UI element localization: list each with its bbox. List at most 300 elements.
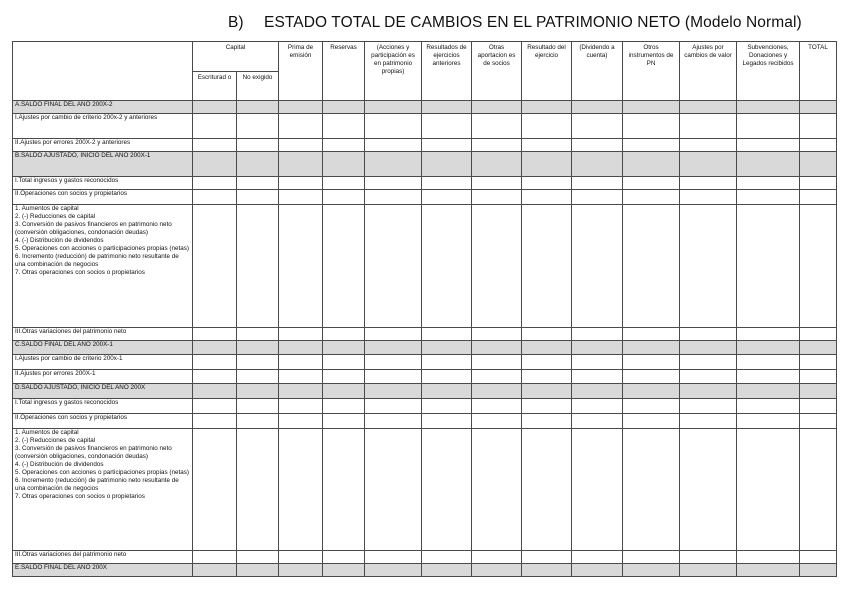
value-cell bbox=[522, 399, 572, 414]
value-cell bbox=[365, 355, 422, 370]
table-row bbox=[13, 139, 837, 152]
row-label-line: 1. Aumentos de capital bbox=[15, 429, 79, 436]
value-cell bbox=[737, 355, 800, 370]
value-cell bbox=[365, 101, 422, 114]
value-cell bbox=[623, 551, 680, 564]
value-cell bbox=[800, 114, 837, 139]
header-capital: Capital bbox=[193, 42, 279, 72]
value-cell bbox=[572, 341, 623, 355]
value-cell bbox=[737, 341, 800, 355]
header-capital-escriturado: Escriturad o bbox=[193, 72, 237, 101]
value-cell bbox=[572, 328, 623, 341]
value-cell bbox=[323, 414, 365, 429]
value-cell bbox=[323, 429, 365, 551]
value-cell bbox=[237, 384, 279, 399]
row-label-line: II.Ajustes por errores 200X-1 bbox=[15, 370, 96, 377]
value-cell bbox=[572, 414, 623, 429]
row-label-line: 2. (-) Reducciones de capital bbox=[15, 437, 96, 444]
value-cell bbox=[279, 139, 323, 152]
value-cell bbox=[737, 551, 800, 564]
value-cell bbox=[279, 564, 323, 577]
value-cell bbox=[279, 551, 323, 564]
table-row bbox=[13, 384, 837, 399]
value-cell bbox=[800, 139, 837, 152]
value-cell bbox=[522, 551, 572, 564]
value-cell bbox=[193, 152, 237, 177]
value-cell bbox=[800, 414, 837, 429]
row-label-line: 6. Incremento (reducción) de patrimonio neto resultante de una combinación de negocios bbox=[15, 253, 179, 268]
table-row bbox=[13, 205, 837, 328]
value-cell bbox=[522, 177, 572, 190]
value-cell bbox=[472, 414, 522, 429]
value-cell bbox=[472, 399, 522, 414]
value-cell bbox=[522, 205, 572, 328]
row-label-line: 6. Incremento (reducción) de patrimonio neto resultante de una combinación de negocios bbox=[15, 477, 179, 492]
value-cell bbox=[237, 139, 279, 152]
value-cell bbox=[279, 414, 323, 429]
value-cell bbox=[193, 429, 237, 551]
table-row bbox=[13, 341, 837, 355]
row-label-line: 5. Operaciones con acciones o participaciones propias (netas) bbox=[15, 469, 189, 476]
value-cell bbox=[623, 414, 680, 429]
value-cell bbox=[623, 355, 680, 370]
value-cell bbox=[323, 399, 365, 414]
header-col: Ajustes por cambios de valor bbox=[680, 42, 737, 101]
value-cell bbox=[572, 399, 623, 414]
value-cell bbox=[800, 384, 837, 399]
header-col: Subvenciones, Donaciones y Legados recibidos bbox=[737, 42, 800, 101]
value-cell bbox=[680, 205, 737, 328]
value-cell bbox=[422, 101, 472, 114]
value-cell bbox=[279, 341, 323, 355]
row-label-line: II.Operaciones con socios y propietarios bbox=[15, 414, 128, 421]
row-label-line: 7. Otras operaciones con socios o propietarios bbox=[15, 269, 145, 276]
value-cell bbox=[422, 341, 472, 355]
row-label-line: I.Total ingresos y gastos reconocidos bbox=[15, 177, 119, 184]
header-col: (Dividendo a cuenta) bbox=[572, 42, 623, 101]
row-label-line: III.Otras variaciones del patrimonio neto bbox=[15, 328, 127, 335]
value-cell bbox=[472, 139, 522, 152]
value-cell bbox=[279, 355, 323, 370]
value-cell bbox=[237, 399, 279, 414]
value-cell bbox=[237, 551, 279, 564]
value-cell bbox=[323, 152, 365, 177]
value-cell bbox=[680, 429, 737, 551]
value-cell bbox=[737, 139, 800, 152]
value-cell bbox=[323, 114, 365, 139]
value-cell bbox=[422, 139, 472, 152]
value-cell bbox=[237, 355, 279, 370]
table-row bbox=[13, 190, 837, 205]
value-cell bbox=[737, 384, 800, 399]
value-cell bbox=[422, 177, 472, 190]
value-cell bbox=[737, 370, 800, 384]
value-cell bbox=[472, 370, 522, 384]
value-cell bbox=[422, 370, 472, 384]
value-cell bbox=[737, 114, 800, 139]
page-title bbox=[0, 14, 848, 34]
value-cell bbox=[422, 205, 472, 328]
value-cell bbox=[279, 114, 323, 139]
row-label-line: I.Total ingresos y gastos reconocidos bbox=[15, 399, 119, 406]
value-cell bbox=[623, 101, 680, 114]
value-cell bbox=[472, 205, 522, 328]
row-label bbox=[13, 328, 193, 341]
value-cell bbox=[522, 429, 572, 551]
row-label bbox=[13, 139, 193, 152]
row-label bbox=[13, 384, 193, 399]
value-cell bbox=[422, 384, 472, 399]
value-cell bbox=[472, 152, 522, 177]
row-label-line: II.Ajustes por errores 200X-2 y anteriores bbox=[15, 139, 131, 146]
header-col: Reservas bbox=[323, 42, 365, 101]
value-cell bbox=[365, 370, 422, 384]
value-cell bbox=[193, 370, 237, 384]
value-cell bbox=[800, 190, 837, 205]
value-cell bbox=[193, 384, 237, 399]
value-cell bbox=[323, 205, 365, 328]
value-cell bbox=[237, 429, 279, 551]
value-cell bbox=[472, 355, 522, 370]
value-cell bbox=[800, 429, 837, 551]
title-text: ESTADO TOTAL DE CAMBIOS EN EL PATRIMONIO NETO (Modelo Normal) bbox=[264, 14, 802, 31]
row-label-line: E.SALDO FINAL DEL AÑO 200X bbox=[15, 564, 107, 571]
header-col: Otras aportacion es de socios bbox=[472, 42, 522, 101]
value-cell bbox=[522, 139, 572, 152]
table-row bbox=[13, 414, 837, 429]
value-cell bbox=[237, 190, 279, 205]
value-cell bbox=[522, 328, 572, 341]
table-row bbox=[13, 114, 837, 139]
row-label-line: I.Ajustes por cambio de criterio 200x-1 bbox=[15, 355, 123, 362]
value-cell bbox=[237, 101, 279, 114]
value-cell bbox=[680, 177, 737, 190]
value-cell bbox=[193, 114, 237, 139]
value-cell bbox=[800, 328, 837, 341]
value-cell bbox=[237, 564, 279, 577]
value-cell bbox=[680, 414, 737, 429]
value-cell bbox=[237, 328, 279, 341]
value-cell bbox=[365, 429, 422, 551]
value-cell bbox=[623, 399, 680, 414]
value-cell bbox=[623, 341, 680, 355]
value-cell bbox=[422, 355, 472, 370]
value-cell bbox=[365, 205, 422, 328]
value-cell bbox=[572, 190, 623, 205]
value-cell bbox=[365, 341, 422, 355]
value-cell bbox=[279, 190, 323, 205]
row-label-line: 3. Conversión de pasivos financieros en patrimonio neto (conversión obligaciones, condonación deudas) bbox=[15, 445, 172, 460]
value-cell bbox=[623, 564, 680, 577]
value-cell bbox=[680, 551, 737, 564]
value-cell bbox=[680, 384, 737, 399]
value-cell bbox=[800, 101, 837, 114]
value-cell bbox=[193, 101, 237, 114]
value-cell bbox=[365, 114, 422, 139]
value-cell bbox=[365, 152, 422, 177]
value-cell bbox=[237, 114, 279, 139]
value-cell bbox=[365, 564, 422, 577]
table-row bbox=[13, 370, 837, 384]
value-cell bbox=[800, 399, 837, 414]
value-cell bbox=[623, 205, 680, 328]
value-cell bbox=[279, 384, 323, 399]
row-label bbox=[13, 177, 193, 190]
table-row bbox=[13, 429, 837, 551]
value-cell bbox=[237, 341, 279, 355]
value-cell bbox=[365, 384, 422, 399]
row-label-line: B.SALDO AJUSTADO, INICIO DEL AÑO 200X-1 bbox=[15, 152, 151, 159]
row-label bbox=[13, 564, 193, 577]
value-cell bbox=[193, 564, 237, 577]
value-cell bbox=[279, 429, 323, 551]
row-label-line: 4. (-) Distribución de dividendos bbox=[15, 237, 104, 244]
value-cell bbox=[472, 114, 522, 139]
value-cell bbox=[193, 328, 237, 341]
value-cell bbox=[522, 564, 572, 577]
row-label-line: 7. Otras operaciones con socios o propietarios bbox=[15, 493, 145, 500]
value-cell bbox=[365, 414, 422, 429]
value-cell bbox=[365, 177, 422, 190]
value-cell bbox=[572, 551, 623, 564]
header-concept-cell bbox=[13, 42, 193, 101]
value-cell bbox=[572, 384, 623, 399]
value-cell bbox=[323, 139, 365, 152]
row-label-line: A.SALDO FINAL DEL AÑO 200X-2 bbox=[15, 101, 113, 108]
value-cell bbox=[193, 139, 237, 152]
value-cell bbox=[522, 341, 572, 355]
value-cell bbox=[623, 114, 680, 139]
header-col: TOTAL bbox=[800, 42, 837, 101]
row-label bbox=[13, 429, 193, 551]
value-cell bbox=[800, 205, 837, 328]
value-cell bbox=[737, 399, 800, 414]
value-cell bbox=[737, 414, 800, 429]
value-cell bbox=[623, 139, 680, 152]
row-label-line: I.Ajustes por cambio de criterio 200x-2 y anteriores bbox=[15, 114, 158, 121]
value-cell bbox=[323, 384, 365, 399]
value-cell bbox=[422, 152, 472, 177]
value-cell bbox=[572, 177, 623, 190]
value-cell bbox=[422, 429, 472, 551]
header-col: Resultados de ejercicios anteriores bbox=[422, 42, 472, 101]
value-cell bbox=[737, 328, 800, 341]
value-cell bbox=[279, 101, 323, 114]
value-cell bbox=[472, 564, 522, 577]
value-cell bbox=[680, 370, 737, 384]
row-label bbox=[13, 114, 193, 139]
value-cell bbox=[422, 414, 472, 429]
value-cell bbox=[680, 190, 737, 205]
header-col: Resultado del ejercicio bbox=[522, 42, 572, 101]
row-label bbox=[13, 101, 193, 114]
value-cell bbox=[680, 564, 737, 577]
value-cell bbox=[572, 370, 623, 384]
table-row bbox=[13, 355, 837, 370]
value-cell bbox=[279, 328, 323, 341]
value-cell bbox=[193, 399, 237, 414]
value-cell bbox=[680, 328, 737, 341]
table-row bbox=[13, 177, 837, 190]
value-cell bbox=[800, 341, 837, 355]
row-label-line: 2. (-) Reducciones de capital bbox=[15, 213, 96, 220]
value-cell bbox=[279, 370, 323, 384]
value-cell bbox=[800, 564, 837, 577]
value-cell bbox=[422, 328, 472, 341]
value-cell bbox=[680, 355, 737, 370]
value-cell bbox=[737, 429, 800, 551]
table-row bbox=[13, 328, 837, 341]
value-cell bbox=[680, 341, 737, 355]
table-row bbox=[13, 399, 837, 414]
row-label bbox=[13, 399, 193, 414]
header-row-1 bbox=[13, 42, 837, 72]
value-cell bbox=[572, 205, 623, 328]
value-cell bbox=[680, 399, 737, 414]
value-cell bbox=[237, 370, 279, 384]
value-cell bbox=[193, 414, 237, 429]
value-cell bbox=[572, 355, 623, 370]
value-cell bbox=[737, 190, 800, 205]
value-cell bbox=[623, 177, 680, 190]
value-cell bbox=[193, 341, 237, 355]
value-cell bbox=[737, 152, 800, 177]
value-cell bbox=[193, 190, 237, 205]
row-label bbox=[13, 414, 193, 429]
title-letter: B) bbox=[228, 14, 244, 31]
value-cell bbox=[323, 551, 365, 564]
value-cell bbox=[472, 384, 522, 399]
table-row bbox=[13, 551, 837, 564]
value-cell bbox=[279, 177, 323, 190]
table-row bbox=[13, 101, 837, 114]
row-label bbox=[13, 190, 193, 205]
value-cell bbox=[522, 355, 572, 370]
row-label-line: D.SALDO AJUSTADO, INICIO DEL AÑO 200X bbox=[15, 384, 146, 391]
value-cell bbox=[472, 429, 522, 551]
patrimonio-table bbox=[12, 41, 837, 577]
value-cell bbox=[323, 355, 365, 370]
value-cell bbox=[472, 328, 522, 341]
value-cell bbox=[680, 114, 737, 139]
row-label-line: 4. (-) Distribución de dividendos bbox=[15, 461, 104, 468]
value-cell bbox=[193, 205, 237, 328]
row-label bbox=[13, 551, 193, 564]
value-cell bbox=[237, 414, 279, 429]
value-cell bbox=[522, 384, 572, 399]
row-label bbox=[13, 152, 193, 177]
value-cell bbox=[572, 101, 623, 114]
value-cell bbox=[193, 177, 237, 190]
value-cell bbox=[323, 190, 365, 205]
value-cell bbox=[279, 399, 323, 414]
row-label bbox=[13, 341, 193, 355]
value-cell bbox=[800, 177, 837, 190]
value-cell bbox=[365, 328, 422, 341]
value-cell bbox=[237, 205, 279, 328]
value-cell bbox=[472, 341, 522, 355]
value-cell bbox=[365, 551, 422, 564]
row-label bbox=[13, 370, 193, 384]
value-cell bbox=[572, 429, 623, 551]
value-cell bbox=[572, 564, 623, 577]
header-col: Prima de emisión bbox=[279, 42, 323, 101]
row-label-line: 5. Operaciones con acciones o participaciones propias (netas) bbox=[15, 245, 189, 252]
value-cell bbox=[422, 190, 472, 205]
value-cell bbox=[680, 101, 737, 114]
table-row bbox=[13, 152, 837, 177]
value-cell bbox=[472, 190, 522, 205]
header-col: Otros instrumentos de PN bbox=[623, 42, 680, 101]
value-cell bbox=[800, 551, 837, 564]
row-label bbox=[13, 205, 193, 328]
value-cell bbox=[572, 152, 623, 177]
row-label-line: III.Otras variaciones del patrimonio neto bbox=[15, 551, 127, 558]
value-cell bbox=[522, 414, 572, 429]
value-cell bbox=[623, 190, 680, 205]
value-cell bbox=[193, 551, 237, 564]
value-cell bbox=[522, 190, 572, 205]
value-cell bbox=[422, 114, 472, 139]
header-capital-no-exigido: No exigido bbox=[237, 72, 279, 101]
value-cell bbox=[800, 370, 837, 384]
value-cell bbox=[237, 177, 279, 190]
value-cell bbox=[365, 399, 422, 414]
value-cell bbox=[680, 139, 737, 152]
value-cell bbox=[737, 564, 800, 577]
value-cell bbox=[522, 114, 572, 139]
value-cell bbox=[323, 341, 365, 355]
value-cell bbox=[279, 205, 323, 328]
value-cell bbox=[623, 370, 680, 384]
value-cell bbox=[365, 139, 422, 152]
value-cell bbox=[623, 429, 680, 551]
row-label-line: 3. Conversión de pasivos financieros en patrimonio neto (conversión obligaciones, condonación deudas) bbox=[15, 221, 172, 236]
value-cell bbox=[737, 177, 800, 190]
value-cell bbox=[472, 551, 522, 564]
value-cell bbox=[522, 370, 572, 384]
value-cell bbox=[680, 152, 737, 177]
value-cell bbox=[737, 205, 800, 328]
header-col: (Acciones y participación es en patrimonio propias) bbox=[365, 42, 422, 101]
value-cell bbox=[323, 564, 365, 577]
value-cell bbox=[472, 101, 522, 114]
value-cell bbox=[800, 152, 837, 177]
value-cell bbox=[323, 177, 365, 190]
row-label bbox=[13, 355, 193, 370]
value-cell bbox=[237, 152, 279, 177]
value-cell bbox=[572, 139, 623, 152]
value-cell bbox=[623, 384, 680, 399]
value-cell bbox=[323, 101, 365, 114]
value-cell bbox=[623, 328, 680, 341]
value-cell bbox=[422, 399, 472, 414]
value-cell bbox=[422, 551, 472, 564]
value-cell bbox=[279, 152, 323, 177]
value-cell bbox=[522, 101, 572, 114]
value-cell bbox=[800, 355, 837, 370]
value-cell bbox=[365, 190, 422, 205]
table-row bbox=[13, 564, 837, 577]
value-cell bbox=[193, 355, 237, 370]
row-label-line: 1. Aumentos de capital bbox=[15, 205, 79, 212]
value-cell bbox=[323, 328, 365, 341]
value-cell bbox=[472, 177, 522, 190]
value-cell bbox=[623, 152, 680, 177]
value-cell bbox=[737, 101, 800, 114]
row-label-line: II.Operaciones con socios y propietarios bbox=[15, 190, 128, 197]
value-cell bbox=[422, 564, 472, 577]
